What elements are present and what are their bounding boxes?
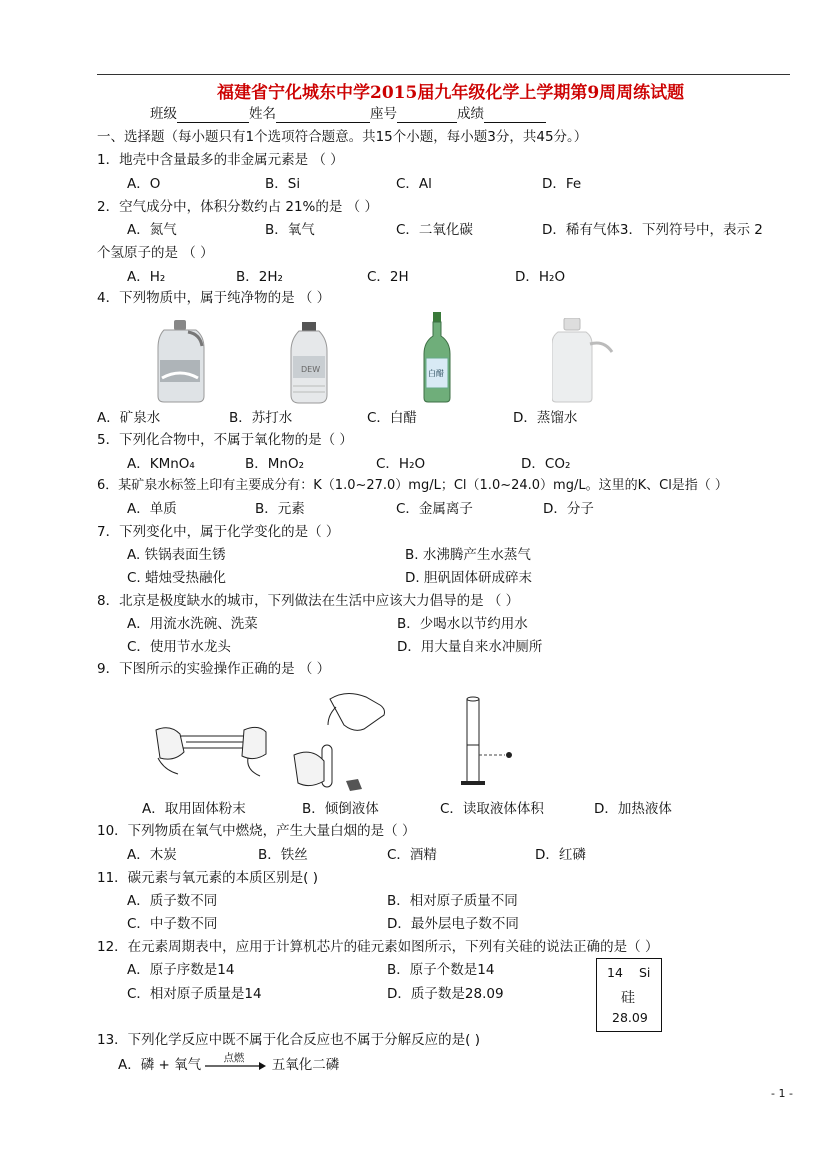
q6-option-c: C．金属离子 xyxy=(396,501,473,517)
q3-option-c: C．2H xyxy=(367,269,409,285)
q8-option-a: A．用流水洗碗、洗菜 xyxy=(127,616,258,632)
vinegar-bottle-image xyxy=(420,312,454,404)
q5-option-a: A．KMnO₄ xyxy=(127,456,195,472)
student-info-row xyxy=(150,105,546,123)
q12-option-c: C．相对原子质量是14 xyxy=(127,986,262,1002)
score-field[interactable] xyxy=(484,108,546,123)
q8-option-c: C．使用节水龙头 xyxy=(127,639,231,655)
atomic-mass: 28.09 xyxy=(612,1010,648,1025)
reaction-arrow-icon xyxy=(205,1052,267,1071)
soda-water-bottle-image xyxy=(287,322,331,404)
q9-option-d: D．加热液体 xyxy=(594,801,672,817)
header-rule xyxy=(97,74,790,75)
q4-stem: 4．下列物质中，属于纯净物的是 （ ） xyxy=(97,290,331,306)
q2-option-b: B．氧气 xyxy=(265,222,315,238)
svg-text:DEW: DEW xyxy=(301,365,321,374)
q3-option-a: A．H₂ xyxy=(127,269,166,285)
q4-option-c: C．白醋 xyxy=(367,410,417,426)
class-field[interactable] xyxy=(177,108,249,123)
seat-field[interactable] xyxy=(397,108,457,123)
q8-option-b: B．少喝水以节约用水 xyxy=(397,616,528,632)
q11-option-d: D．最外层电子数不同 xyxy=(387,916,519,932)
q5-stem: 5．下列化合物中，不属于氧化物的是（ ） xyxy=(97,432,353,448)
q2-option-d: D．稀有气体3．下列符号中，表示 2 xyxy=(542,222,763,238)
seat-label: 座号 xyxy=(370,106,397,122)
q11-option-b: B．相对原子质量不同 xyxy=(387,893,518,909)
q3-option-d: D．H₂O xyxy=(515,269,566,285)
q12-option-b: B．原子个数是14 xyxy=(387,962,495,978)
q7-option-a: A. 铁锅表面生锈 xyxy=(127,547,226,563)
mineral-water-bottle-image xyxy=(150,318,208,406)
q9-stem: 9．下图所示的实验操作正确的是 （ ） xyxy=(97,661,331,677)
q10-stem: 10．下列物质在氧气中燃烧，产生大量白烟的是（ ） xyxy=(97,823,416,839)
q12-option-d: D．质子数是28.09 xyxy=(387,986,504,1002)
solid-powder-experiment-image xyxy=(152,700,270,786)
q8-option-d: D．用大量自来水冲厕所 xyxy=(397,639,543,655)
reading-volume-image xyxy=(455,693,517,789)
distilled-water-bottle-image xyxy=(552,318,616,404)
q13-reactants: A．磷 + 氧气 xyxy=(118,1057,202,1073)
q3-stem: 个氢原子的是 （ ） xyxy=(97,245,214,261)
q10-option-d: D．红磷 xyxy=(535,847,586,863)
q4-option-a: A．矿泉水 xyxy=(97,410,161,426)
q1-option-d: D．Fe xyxy=(542,176,582,192)
q3-option-b: B．2H₂ xyxy=(236,269,283,285)
q1-option-a: A．O xyxy=(127,176,161,192)
page-title: 福建省宁化城东中学2015届九年级化学上学期第9周周练试题 xyxy=(217,83,685,103)
atomic-number: 14 xyxy=(607,965,623,980)
q7-option-c: C. 蜡烛受热融化 xyxy=(127,570,227,586)
reaction-condition: 点燃 xyxy=(223,1052,245,1064)
q4-option-d: D．蒸馏水 xyxy=(513,410,578,426)
q8-stem: 8．北京是极度缺水的城市，下列做法在生活中应该大力倡导的是 （ ） xyxy=(97,593,520,609)
q4-option-b: B．苏打水 xyxy=(229,410,293,426)
name-field[interactable] xyxy=(276,108,370,123)
element-name: 硅 xyxy=(621,990,635,1006)
q6-option-d: D．分子 xyxy=(543,501,594,517)
q1-option-c: C．Al xyxy=(396,176,432,192)
q10-option-a: A．木炭 xyxy=(127,847,177,863)
svg-text:白醋: 白醋 xyxy=(428,369,444,378)
q9-option-b: B．倾倒液体 xyxy=(302,801,379,817)
q7-stem: 7．下列变化中，属于化学变化的是（ ） xyxy=(97,524,340,540)
q13-product: 五氧化二磷 xyxy=(271,1057,340,1073)
q13-option-a xyxy=(118,1052,340,1074)
q1-option-b: B．Si xyxy=(265,176,301,192)
score-label: 成绩 xyxy=(457,106,484,122)
pouring-liquid-image xyxy=(290,685,398,795)
q6-option-a: A．单质 xyxy=(127,501,177,517)
q2-stem: 2．空气成分中，体积分数约占 21%的是 （ ） xyxy=(97,199,378,215)
page-number: - 1 - xyxy=(771,1087,793,1100)
q10-option-c: C．酒精 xyxy=(387,847,437,863)
name-label: 姓名 xyxy=(249,106,276,122)
q9-option-c: C．读取液体体积 xyxy=(440,801,544,817)
q10-option-b: B．铁丝 xyxy=(258,847,308,863)
q11-option-c: C．中子数不同 xyxy=(127,916,218,932)
q5-option-d: D．CO₂ xyxy=(521,456,571,472)
q6-stem: 6．某矿泉水标签上印有主要成分有：K（1.0~27.0）mg/L；Cl（1.0~24.0）mg/L。这里的K、Cl是指（ ） xyxy=(97,478,728,493)
section-heading: 一、选择题（每小题只有1个选项符合题意。共15个小题，每小题3分，共45分。） xyxy=(97,129,588,145)
q13-stem: 13．下列化学反应中既不属于化合反应也不属于分解反应的是( ) xyxy=(97,1032,481,1048)
q1-stem: 1．地壳中含量最多的非金属元素是 （ ） xyxy=(97,152,344,168)
q6-option-b: B．元素 xyxy=(255,501,305,517)
q7-option-b: B. 水沸腾产生水蒸气 xyxy=(405,547,531,563)
q5-option-c: C．H₂O xyxy=(376,456,426,472)
q5-option-b: B．MnO₂ xyxy=(245,456,305,472)
q9-option-a: A．取用固体粉末 xyxy=(142,801,246,817)
q7-option-d: D. 胆矾固体研成碎末 xyxy=(405,570,532,586)
q12-stem: 12．在元素周期表中，应用于计算机芯片的硅元素如图所示，下列有关硅的说法正确的是（ ） xyxy=(97,939,659,955)
element-symbol: Si xyxy=(639,965,651,980)
q11-stem: 11．碳元素与氧元素的本质区别是( ) xyxy=(97,870,319,886)
q11-option-a: A．质子数不同 xyxy=(127,893,218,909)
q2-option-c: C．二氧化碳 xyxy=(396,222,473,238)
class-label: 班级 xyxy=(150,106,177,122)
silicon-element-card xyxy=(596,958,662,1032)
q12-option-a: A．原子序数是14 xyxy=(127,962,235,978)
q2-option-a: A．氮气 xyxy=(127,222,177,238)
